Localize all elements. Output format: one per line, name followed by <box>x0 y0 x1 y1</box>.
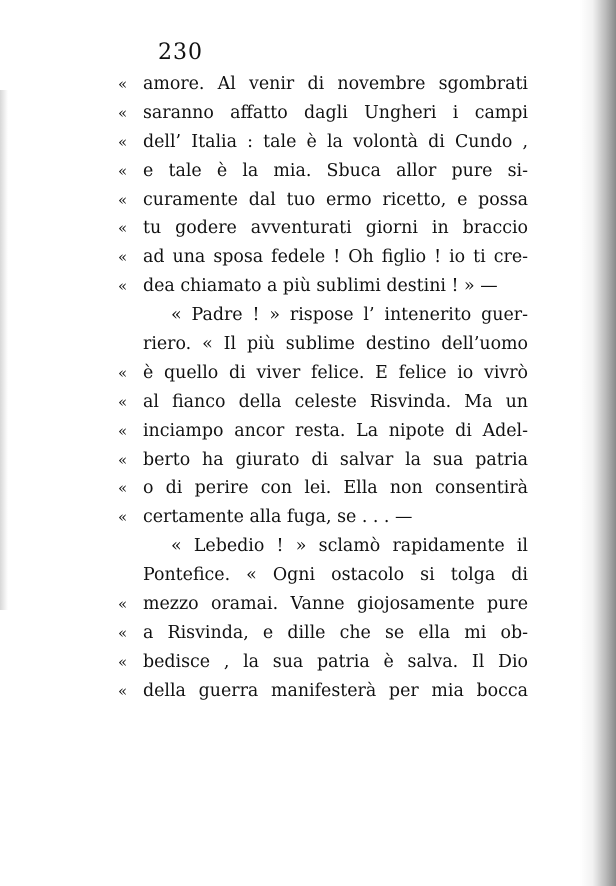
text-line <box>118 474 528 503</box>
text-line <box>118 446 528 475</box>
quote-mark: « <box>118 103 128 122</box>
text-line <box>118 388 528 417</box>
line-text: berto ha giurato di salvar la sua patria <box>143 449 528 470</box>
line-text: « Lebedio ! » sclamò rapidamente il <box>171 536 528 557</box>
text-line <box>118 590 528 619</box>
scan-shadow-right <box>580 0 616 886</box>
line-text: bedisce , la sua patria è salva. Il Dio <box>143 651 528 672</box>
quote-mark: « <box>118 190 128 209</box>
quote-mark: « <box>118 450 128 469</box>
text-line <box>118 243 528 272</box>
text-line <box>118 272 528 301</box>
line-text: saranno affatto dagli Ungheri i campi <box>143 102 528 123</box>
line-text: è quello di viver felice. E felice io vivrò <box>143 362 528 383</box>
scan-shadow-left <box>0 90 8 610</box>
quote-mark: « <box>118 479 128 498</box>
quote-mark: « <box>118 277 128 296</box>
line-text: della guerra manifesterà per mia bocca <box>143 680 528 701</box>
line-text: curamente dal tuo ermo ricetto, e possa <box>143 189 528 210</box>
line-text: dea chiamato a più sublimi destini ! » — <box>143 276 498 297</box>
line-text: mezzo oramai. Vanne giojosamente pure <box>143 594 528 615</box>
text-line <box>118 70 528 99</box>
text-line <box>118 330 528 359</box>
text-line <box>118 677 528 706</box>
quote-mark: « <box>118 132 128 151</box>
line-text: certamente alla fuga, se . . . — <box>143 507 413 528</box>
quote-mark: « <box>118 623 128 642</box>
quote-mark: « <box>118 652 128 671</box>
line-text: a Risvinda, e dille che se ella mi ob- <box>143 622 528 643</box>
quote-mark: « <box>118 421 128 440</box>
text-line <box>118 128 528 157</box>
quote-mark: « <box>118 161 128 180</box>
quote-mark: « <box>118 392 128 411</box>
text-line <box>118 214 528 243</box>
quote-mark: « <box>118 595 128 614</box>
line-text: al fianco della celeste Risvinda. Ma un <box>143 391 528 412</box>
text-line <box>118 561 528 590</box>
text-line <box>118 186 528 215</box>
text-line <box>118 619 528 648</box>
text-line <box>118 648 528 677</box>
page-text <box>118 70 528 706</box>
line-text: dell’ Italia : tale è la volontà di Cundo , <box>143 131 528 152</box>
line-text: e tale è la mia. Sbuca allor pure si- <box>143 160 528 181</box>
line-text: riero. « Il più sublime destino dell’uomo <box>143 334 528 355</box>
text-line <box>118 99 528 128</box>
text-line <box>118 359 528 388</box>
text-line <box>118 301 528 330</box>
line-text: « Padre ! » rispose l’ intenerito guer- <box>171 305 528 326</box>
line-text: inciampo ancor resta. La nipote di Adel- <box>143 420 528 441</box>
page-number: 230 <box>158 40 203 65</box>
quote-mark: « <box>118 75 128 93</box>
quote-mark: « <box>118 363 128 382</box>
line-text: tu godere avventurati giorni in braccio <box>143 218 528 239</box>
text-line <box>118 503 528 532</box>
quote-mark: « <box>118 219 128 238</box>
quote-mark: « <box>118 681 128 700</box>
quote-mark: « <box>118 508 128 527</box>
quote-mark: « <box>118 248 128 267</box>
line-text: amore. Al venir di novembre sgombrati <box>143 74 528 94</box>
line-text: Pontefice. « Ogni ostacolo si tolga di <box>143 565 528 586</box>
line-text: ad una sposa fedele ! Oh figlio ! io ti cre- <box>143 247 528 268</box>
line-text: o di perire con lei. Ella non consentirà <box>143 478 528 499</box>
text-line <box>118 157 528 186</box>
text-line <box>118 532 528 561</box>
text-line <box>118 417 528 446</box>
